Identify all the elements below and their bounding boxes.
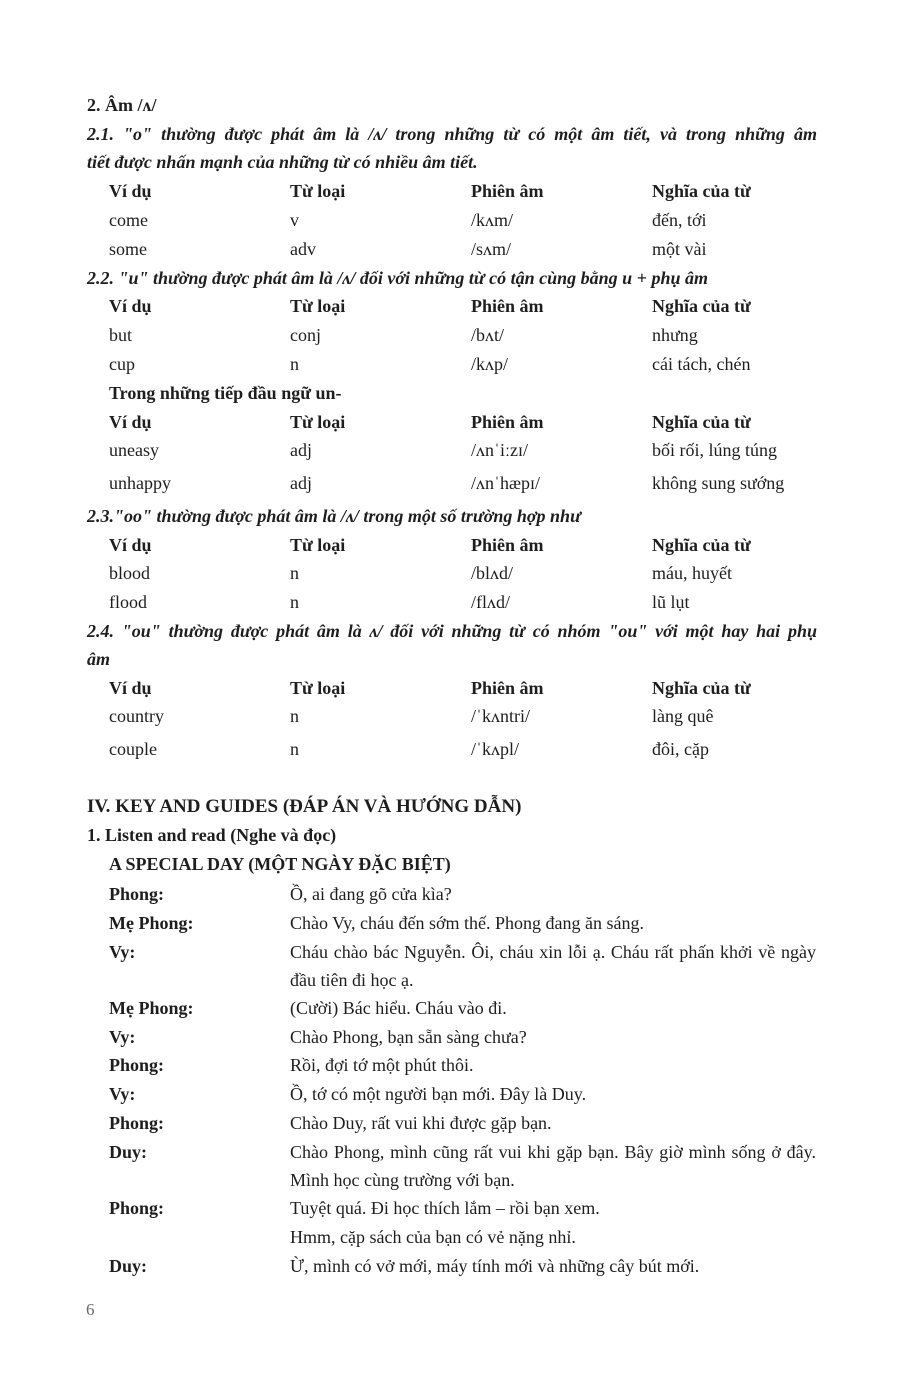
meaning-cell: nhưng <box>652 325 698 345</box>
speech-text: (Cười) Bác hiểu. Cháu vào đi. <box>290 998 507 1018</box>
meaning-cell: cái tách, chén <box>652 354 751 374</box>
speaker: Phong: <box>109 884 165 904</box>
speaker: Phong: <box>109 1055 165 1075</box>
speaker: Vy: <box>109 1027 136 1047</box>
table-row <box>0 235 903 264</box>
table-header <box>0 177 903 206</box>
speech-text: Rồi, đợi tớ một phút thôi. <box>290 1055 474 1075</box>
prefix-note: Trong những tiếp đầu ngữ un- <box>109 383 342 403</box>
header-cell: Từ loại <box>290 296 346 316</box>
header-cell: Nghĩa của từ <box>652 678 751 698</box>
pos-cell: adv <box>290 239 316 259</box>
table-row <box>0 702 903 731</box>
meaning-cell: làng quê <box>652 706 714 726</box>
word-cell: come <box>109 210 148 230</box>
speech-text: Chào Duy, rất vui khi được gặp bạn. <box>290 1113 552 1133</box>
speech-text: Chào Phong, mình cũng rất vui khi gặp bạn. Bây giờ mình sống ở đây. Mình học cùng trường với bạn. <box>290 1142 816 1190</box>
word-cell: but <box>109 325 133 345</box>
speech-text: Ồ, ai đang gõ cửa kìa? <box>290 884 452 904</box>
table-header <box>0 292 903 321</box>
rule-text: 2.3."oo" thường được phát âm là /ʌ/ trong một số trường hợp như <box>87 506 581 526</box>
meaning-cell: không sung sướng <box>652 473 785 493</box>
meaning-cell: bối rối, lúng túng <box>652 440 777 460</box>
pos-cell: n <box>290 739 299 759</box>
word-cell: unhappy <box>109 473 171 493</box>
section-title: 2. Âm /ʌ/ <box>87 95 157 115</box>
header-cell: Nghĩa của từ <box>652 296 751 316</box>
table-header <box>0 531 903 560</box>
table-row <box>0 350 903 379</box>
pos-cell: n <box>290 563 299 583</box>
rule-text: tiết được nhấn mạnh của những từ có nhiều âm tiết. <box>87 152 478 172</box>
story-title: A SPECIAL DAY (MỘT NGÀY ĐẶC BIỆT) <box>109 854 451 874</box>
header-cell: Phiên âm <box>471 412 544 432</box>
ipa-cell: /kʌm/ <box>471 210 514 230</box>
meaning-cell: máu, huyết <box>652 563 732 583</box>
word-cell: some <box>109 239 147 259</box>
header-cell: Phiên âm <box>471 296 544 316</box>
page-number: 6 <box>86 1300 95 1319</box>
speaker: Vy: <box>109 942 136 962</box>
word-cell: flood <box>109 592 147 612</box>
header-cell: Từ loại <box>290 535 346 555</box>
rule-text: 2.2. "u" thường được phát âm là /ʌ/ đối với những từ có tận cùng bằng u + phụ âm <box>87 268 708 288</box>
rule-text: 2.4. "ou" thường được phát âm là ʌ/ đối với những từ có nhóm "ou" với một hay hai phụ <box>87 621 817 641</box>
meaning-cell: lũ lụt <box>652 592 690 612</box>
pos-cell: n <box>290 592 299 612</box>
pos-cell: n <box>290 354 299 374</box>
speaker: Duy: <box>109 1142 148 1162</box>
meaning-cell: một vài <box>652 239 707 259</box>
header-cell: Ví dụ <box>109 535 152 555</box>
pos-cell: adj <box>290 473 312 493</box>
speaker: Duy: <box>109 1256 148 1276</box>
subsection-title: 1. Listen and read (Nghe và đọc) <box>87 825 337 845</box>
word-cell: couple <box>109 739 157 759</box>
table-row <box>0 469 903 498</box>
rule-text: 2.1. "o" thường được phát âm là /ʌ/ trong những từ có một âm tiết, và trong những âm <box>87 124 817 144</box>
header-cell: Nghĩa của từ <box>652 412 751 432</box>
pos-cell: conj <box>290 325 321 345</box>
speech-text: Hmm, cặp sách của bạn có vẻ nặng nhỉ. <box>290 1227 576 1247</box>
ipa-cell: /kʌp/ <box>471 354 509 374</box>
ipa-cell: /blʌd/ <box>471 563 514 583</box>
speaker: Mẹ Phong: <box>109 913 194 933</box>
speech-text: Ừ, mình có vở mới, máy tính mới và những cây bút mới. <box>290 1256 700 1276</box>
section-title: IV. KEY AND GUIDES (ĐÁP ÁN VÀ HƯỚNG DẪN) <box>87 796 522 817</box>
header-cell: Nghĩa của từ <box>652 535 751 555</box>
speech-text: Chào Vy, cháu đến sớm thế. Phong đang ăn sáng. <box>290 913 644 933</box>
word-cell: country <box>109 706 164 726</box>
table-row <box>0 588 903 617</box>
header-cell: Phiên âm <box>471 535 544 555</box>
ipa-cell: /ˈkʌpl/ <box>471 739 519 759</box>
header-cell: Phiên âm <box>471 181 544 201</box>
speech-text: Cháu chào bác Nguyễn. Ôi, cháu xin lỗi ạ. Cháu rất phấn khởi về ngày đầu tiên đi học ạ. <box>290 942 816 990</box>
table-row <box>0 436 903 465</box>
word-cell: cup <box>109 354 135 374</box>
table-header <box>0 674 903 703</box>
word-cell: blood <box>109 563 151 583</box>
table-row <box>0 206 903 235</box>
header-cell: Từ loại <box>290 412 346 432</box>
speech-text: Chào Phong, bạn sẵn sàng chưa? <box>290 1027 527 1047</box>
meaning-cell: đến, tới <box>652 210 707 230</box>
header-cell: Nghĩa của từ <box>652 181 751 201</box>
ipa-cell: /ʌnˈhæpɪ/ <box>471 473 541 493</box>
ipa-cell: /ˈkʌntri/ <box>471 706 530 726</box>
header-cell: Từ loại <box>290 678 346 698</box>
rule-text: âm <box>87 649 111 669</box>
speaker: Phong: <box>109 1198 165 1218</box>
table-row <box>0 321 903 350</box>
ipa-cell: /flʌd/ <box>471 592 510 612</box>
pos-cell: n <box>290 706 299 726</box>
table-row <box>0 735 903 764</box>
table-header <box>0 408 903 437</box>
pos-cell: adj <box>290 440 312 460</box>
speaker: Vy: <box>109 1084 136 1104</box>
header-cell: Ví dụ <box>109 678 152 698</box>
word-cell: uneasy <box>109 440 159 460</box>
speaker: Phong: <box>109 1113 165 1133</box>
ipa-cell: /sʌm/ <box>471 239 512 259</box>
pos-cell: v <box>290 210 299 230</box>
speech-text: Tuyệt quá. Đi học thích lắm – rồi bạn xem. <box>290 1198 600 1218</box>
meaning-cell: đôi, cặp <box>652 739 709 759</box>
header-cell: Phiên âm <box>471 678 544 698</box>
table-row <box>0 559 903 588</box>
header-cell: Ví dụ <box>109 296 152 316</box>
header-cell: Ví dụ <box>109 181 152 201</box>
ipa-cell: /ʌnˈiːzɪ/ <box>471 440 528 460</box>
speech-text: Ồ, tớ có một người bạn mới. Đây là Duy. <box>290 1084 587 1104</box>
ipa-cell: /bʌt/ <box>471 325 505 345</box>
header-cell: Từ loại <box>290 181 346 201</box>
header-cell: Ví dụ <box>109 412 152 432</box>
speaker: Mẹ Phong: <box>109 998 194 1018</box>
